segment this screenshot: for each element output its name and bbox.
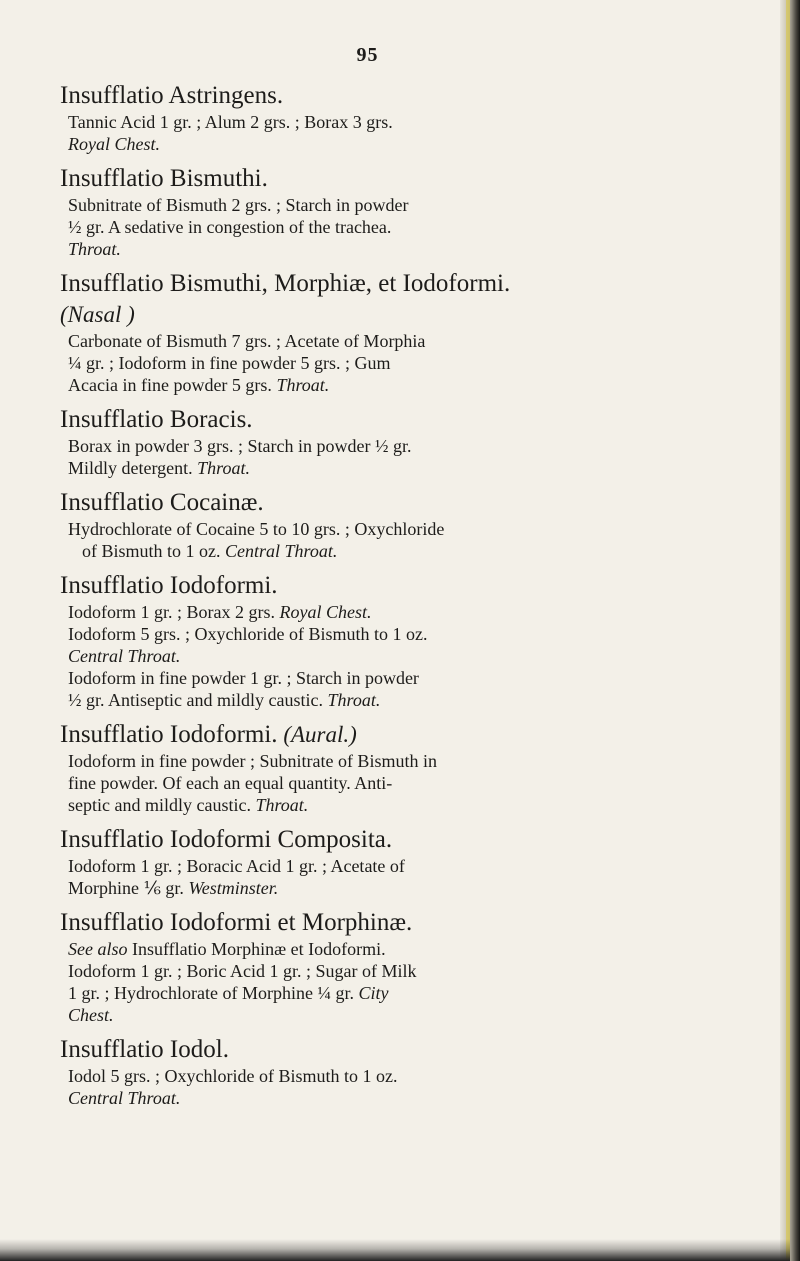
recipe-ingredients: Tannic Acid 1 gr. ; Alum 2 grs. ; Borax 3 grs. — [68, 112, 393, 132]
recipe-title-text: Insufflatio Iodoformi. — [60, 572, 278, 599]
recipe-ingredients: Mildly detergent. — [68, 458, 193, 478]
recipe-title-text: Insufflatio Iodoformi Composita. — [60, 826, 393, 853]
recipe-ingredients: Iodoform 1 gr. ; Borax 2 grs. — [68, 602, 275, 622]
recipe-source: Throat. — [250, 795, 309, 815]
page-bottom-shadow — [0, 1239, 790, 1261]
recipe-title-text: Insufflatio Iodoformi. — [60, 721, 278, 748]
recipe-source: Central Throat. — [68, 646, 181, 666]
recipe-line — [68, 623, 760, 645]
recipe-entry — [60, 570, 760, 711]
recipe-ingredients: ¼ gr. ; Iodoform in fine powder 5 grs. ; Gum — [68, 353, 391, 373]
recipe-ingredients: fine powder. Of each an equal quantity. Anti- — [68, 773, 393, 793]
recipe-entry — [60, 1034, 760, 1109]
recipe-line — [68, 518, 760, 540]
recipe-source: Central Throat. — [220, 541, 338, 561]
recipe-title-text: Insufflatio Bismuthi, Morphiæ, et Iodoformi. — [60, 270, 511, 297]
recipe-title — [60, 404, 760, 435]
recipe-title — [60, 80, 760, 111]
recipe-source: Royal Chest. — [274, 602, 372, 622]
recipe-title — [60, 570, 760, 601]
recipe-line — [68, 960, 760, 982]
recipe-ingredients: Morphine ⅙ gr. — [68, 878, 184, 898]
recipe-ingredients: Carbonate of Bismuth 7 grs. ; Acetate of Morphia — [68, 331, 426, 351]
recipe-line — [68, 794, 760, 816]
recipe-entry — [60, 268, 760, 396]
recipe-line — [68, 194, 760, 216]
recipe-line — [68, 330, 760, 352]
recipe-line — [68, 435, 760, 457]
book-binding-edge — [780, 0, 800, 1261]
recipe-source: Westminster. — [183, 878, 279, 898]
recipe-title — [60, 487, 760, 518]
recipe-title-text: Insufflatio Astringens. — [60, 82, 284, 109]
recipe-line — [68, 645, 760, 667]
recipe-entry — [60, 907, 760, 1026]
recipe-line — [68, 133, 760, 155]
recipe-subtitle: (Nasal ) — [60, 302, 135, 327]
recipe-title — [60, 1034, 760, 1065]
recipe-entry — [60, 487, 760, 562]
recipe-line — [68, 982, 760, 1004]
recipe-line — [68, 772, 760, 794]
recipe-line — [82, 540, 760, 562]
recipe-source: Throat. — [68, 239, 121, 259]
recipe-ingredients: Iodol 5 grs. ; Oxychloride of Bismuth to 1 oz. — [68, 1066, 398, 1086]
recipe-ingredients: ½ gr. A sedative in congestion of the trachea. — [68, 217, 392, 237]
recipe-ingredients: 1 gr. ; Hydrochlorate of Morphine ¼ gr. — [68, 983, 354, 1003]
recipe-title-text: Insufflatio Cocainæ. — [60, 489, 264, 516]
recipe-line — [68, 374, 760, 396]
recipe-ingredients: Subnitrate of Bismuth 2 grs. ; Starch in powder — [68, 195, 409, 215]
recipe-ingredients: Borax in powder 3 grs. ; Starch in powder ½ gr. — [68, 436, 412, 456]
recipe-source: Throat. — [271, 375, 330, 395]
recipe-line — [68, 457, 760, 479]
recipe-title-text: Insufflatio Boracis. — [60, 406, 253, 433]
recipe-line — [68, 1004, 760, 1026]
recipe-source: City — [353, 983, 389, 1003]
recipe-line — [68, 667, 760, 689]
binding-gilt-stripe — [786, 0, 790, 1261]
recipe-line — [68, 1065, 760, 1087]
recipe-title — [60, 268, 760, 330]
recipe-source: Chest. — [68, 1005, 114, 1025]
recipe-line — [68, 689, 760, 711]
recipe-title-text: Insufflatio Iodol. — [60, 1036, 229, 1063]
recipe-source: Throat. — [322, 690, 381, 710]
recipe-ingredients: ½ gr. Antiseptic and mildly caustic. — [68, 690, 323, 710]
recipe-title-text: Insufflatio Bismuthi. — [60, 165, 268, 192]
cross-reference: Insufflatio Morphinæ et Iodoformi. — [127, 939, 386, 959]
recipe-entry — [60, 163, 760, 260]
recipe-line — [68, 216, 760, 238]
recipe-entry — [60, 80, 760, 155]
recipe-title — [60, 824, 760, 855]
recipe-ingredients: Iodoform in fine powder 1 gr. ; Starch in powder — [68, 668, 419, 688]
recipe-line — [68, 352, 760, 374]
recipe-ingredients: Iodoform 1 gr. ; Boric Acid 1 gr. ; Sugar of Milk — [68, 961, 417, 981]
recipe-line — [68, 1087, 760, 1109]
recipe-source: Royal Chest. — [68, 134, 160, 154]
recipe-ingredients: of Bismuth to 1 oz. — [82, 541, 221, 561]
recipe-line — [68, 938, 760, 960]
recipe-title — [60, 719, 760, 750]
recipe-entry — [60, 719, 760, 816]
recipe-ingredients: Iodoform in fine powder ; Subnitrate of Bismuth in — [68, 751, 437, 771]
recipe-source: Central Throat. — [68, 1088, 181, 1108]
recipe-ingredients: Iodoform 5 grs. ; Oxychloride of Bismuth to 1 oz. — [68, 624, 428, 644]
recipe-entry — [60, 404, 760, 479]
recipe-line — [68, 601, 760, 623]
recipe-source: Throat. — [192, 458, 251, 478]
recipe-ingredients: Hydrochlorate of Cocaine 5 to 10 grs. ; Oxychloride — [68, 519, 445, 539]
recipe-ingredients: septic and mildly caustic. — [68, 795, 251, 815]
recipe-line — [68, 877, 760, 899]
recipe-subtitle: (Aural.) — [277, 722, 357, 747]
recipe-line — [68, 111, 760, 133]
recipe-ingredients: Acacia in fine powder 5 grs. — [68, 375, 272, 395]
recipe-line — [68, 238, 760, 260]
recipe-line — [68, 855, 760, 877]
recipe-entry — [60, 824, 760, 899]
recipe-title-text: Insufflatio Iodoformi et Morphinæ. — [60, 909, 413, 936]
recipe-ingredients: Iodoform 1 gr. ; Boracic Acid 1 gr. ; Acetate of — [68, 856, 405, 876]
recipe-title — [60, 907, 760, 938]
recipe-source: See also — [68, 939, 128, 959]
recipe-line — [68, 750, 760, 772]
page-number: 95 — [356, 44, 379, 66]
recipe-title — [60, 163, 760, 194]
recipe-list — [60, 80, 760, 1117]
